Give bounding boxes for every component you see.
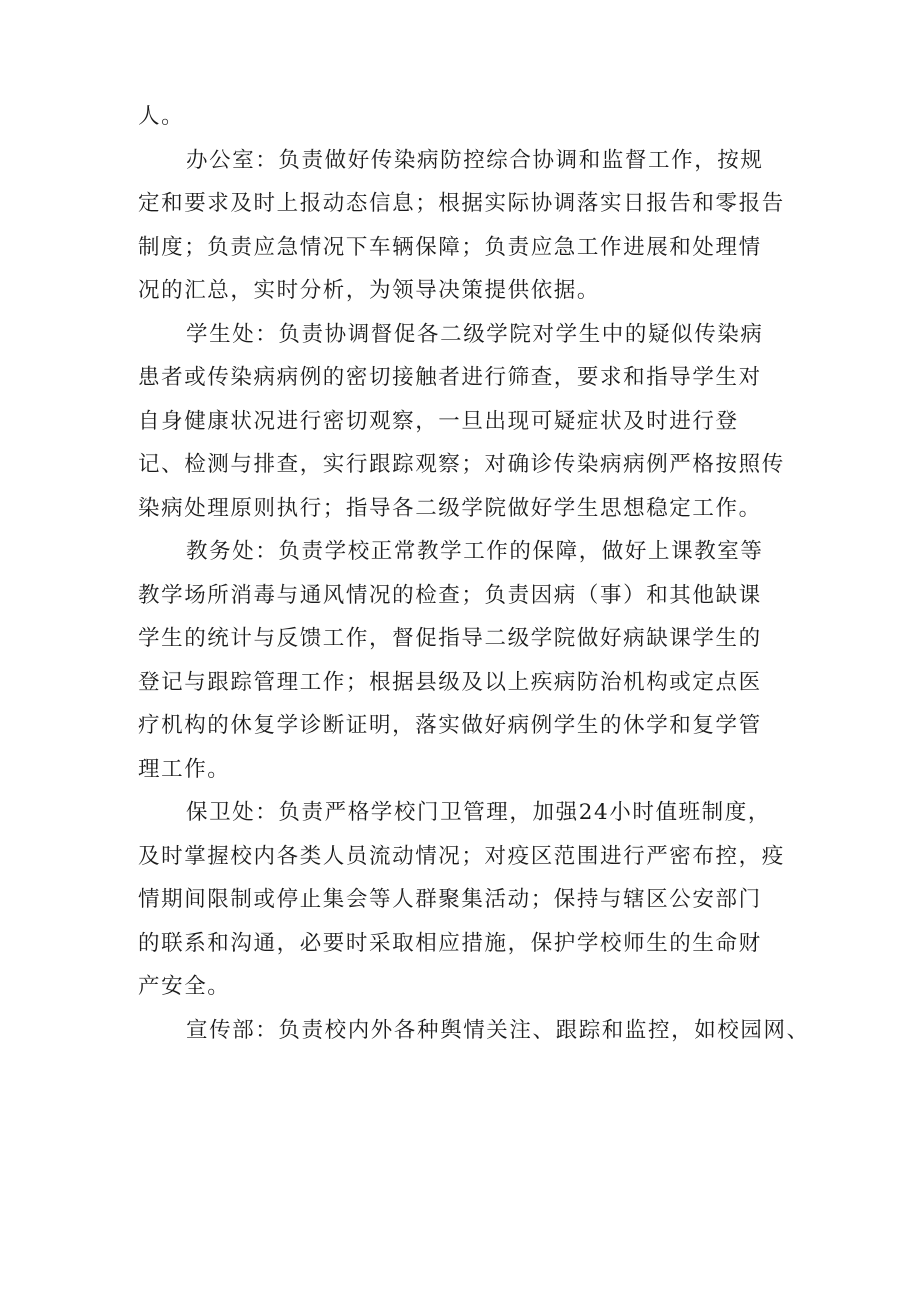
text-line: 定和要求及时上报动态信息；根据实际协调落实日报告和零报告 [138,191,785,216]
text-line: 自身健康状况进行密切观察，一旦出现可疑症状及时进行登 [138,408,739,434]
text-line: 情期间限制或停止集会等人群聚集活动；保持与辖区公安部门 [138,887,762,912]
text-line: 登记与跟踪管理工作；根据县级及以上疾病防治机构或定点医 [138,669,762,695]
text-line: 记、检测与排查，实行跟踪观察；对确诊传染病病例严格按照传 [138,452,785,477]
text-line: 产安全。 [138,974,231,999]
text-line: 学生的统计与反馈工作，督促指导二级学院做好病缺课学生的 [138,626,762,651]
text-line: 患者或传染病病例的密切接触者进行筛查，要求和指导学生对 [138,365,762,390]
text-line: 染病处理原则执行；指导各二级学院做好学生思想稳定工作。 [138,495,762,521]
paragraph-security-start: 保卫处：负责严格学校门卫管理，加强24小时值班制度， [186,800,771,825]
text-line: 及时掌握校内各类人员流动情况；对疫区范围进行严密布控，疫 [138,843,785,869]
text-line: 理工作。 [138,756,231,782]
text-line: 况的汇总，实时分析，为领导决策提供依据。 [138,278,601,303]
text-line: 人。 [138,104,185,129]
text-line: 制度；负责应急情况下车辆保障；负责应急工作进展和处理情 [138,234,762,260]
paragraph-office-start: 办公室：负责做好传染病防控综合协调和监督工作，按规 [186,147,764,173]
text-line: 的联系和沟通，必要时采取相应措施，保护学校师生的生命财 [138,930,762,956]
paragraph-student-affairs-start: 学生处：负责协调督促各二级学院对学生中的疑似传染病 [186,321,764,347]
paragraph-academic-affairs-start: 教务处：负责学校正常教学工作的保障，做好上课教室等 [186,539,764,564]
paragraph-publicity-start: 宣传部：负责校内外各种舆情关注、跟踪和监控，如校园网、 [186,1017,810,1043]
document-page [138,95,810,1052]
text-line: 疗机构的休复学诊断证明，落实做好病例学生的休学和复学管 [138,713,762,738]
text-line: 教学场所消毒与通风情况的检查；负责因病（事）和其他缺课 [138,582,762,608]
